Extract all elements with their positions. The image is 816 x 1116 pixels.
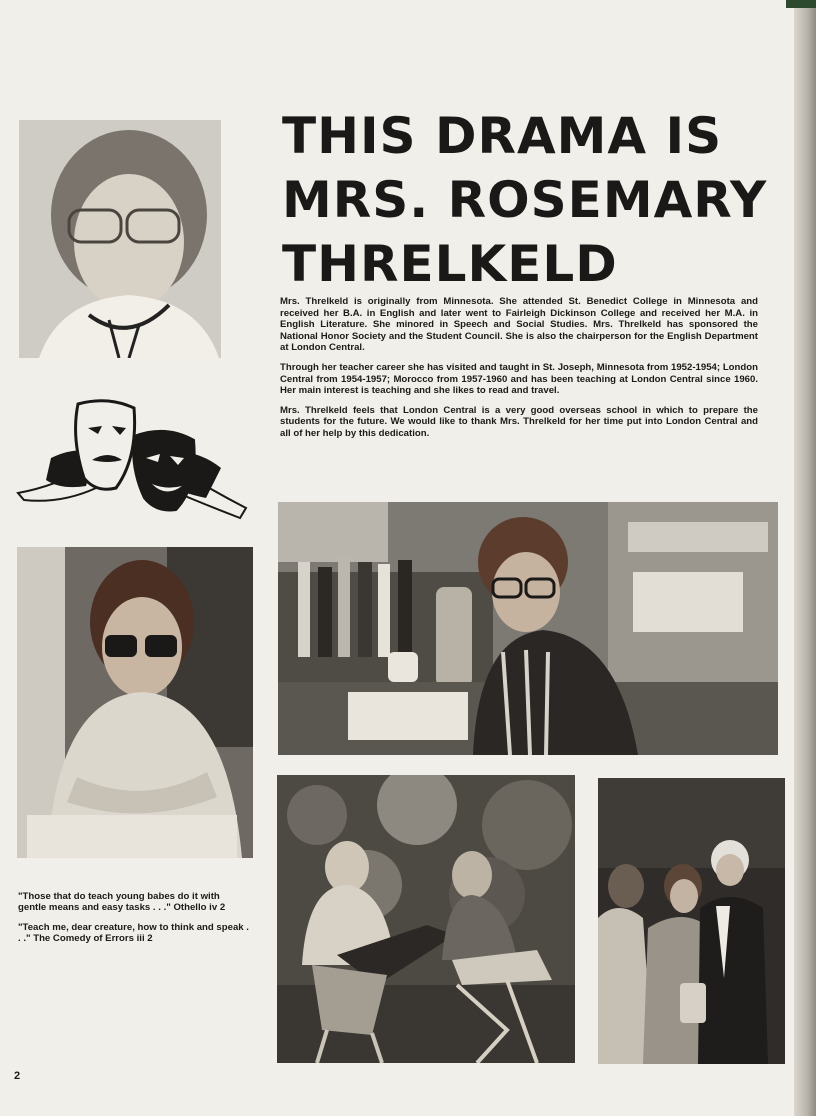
library-photo: [278, 502, 778, 755]
shakespeare-quotes: [18, 891, 250, 953]
quote-comedy-of-errors: "Teach me, dear creature, how to think and speak . . ." The Comedy of Errors iii 2: [18, 921, 249, 945]
bio-paragraph: Through her teacher career she has visited and taught in St. Joseph, Minnesota from 1952-1954; London Central from 1954-1957; Morocco from 1957-1960 and has been teaching at London Central since 1960. Her main interest is teaching and she likes to read and travel.: [280, 361, 758, 397]
page-number: 2: [14, 1070, 21, 1082]
bio-paragraph: Mrs. Threlkeld feels that London Central is a very good overseas school in which to prepare the students for the future. We would like to thank Mrs. Threlkeld for her time put into London Central and all of her help by this dedication.: [280, 404, 758, 439]
dedication-headline: THIS DRAMA IS MRS. ROSEMARY THRELKELD: [282, 107, 768, 293]
page-corner-tab: [786, 0, 816, 8]
biography-text: [280, 296, 758, 448]
drama-masks-logo: [16, 398, 248, 522]
bio-paragraph: Mrs. Threlkeld is originally from Minnesota. She attended St. Benedict College in Minnesota and received her B.A. in English and later went to Fairleigh Dickinson College and received her M.A. in English Literature. She minored in Speech and Social Studies. Mrs. Threlkeld has sponsored the National Honor Society and the Student Council. She is also the chairperson for the English Department at London Central.: [280, 296, 758, 354]
garden-chairs-photo: [277, 775, 575, 1063]
quote-othello: "Those that do teach young babes do it with gentle means and easy tasks . . ." Othello iv 2: [18, 891, 226, 914]
portrait-photo: [19, 120, 221, 358]
desk-portrait-photo: [17, 547, 253, 858]
portrait-figure: [19, 120, 221, 358]
group-women-photo: [598, 778, 785, 1064]
